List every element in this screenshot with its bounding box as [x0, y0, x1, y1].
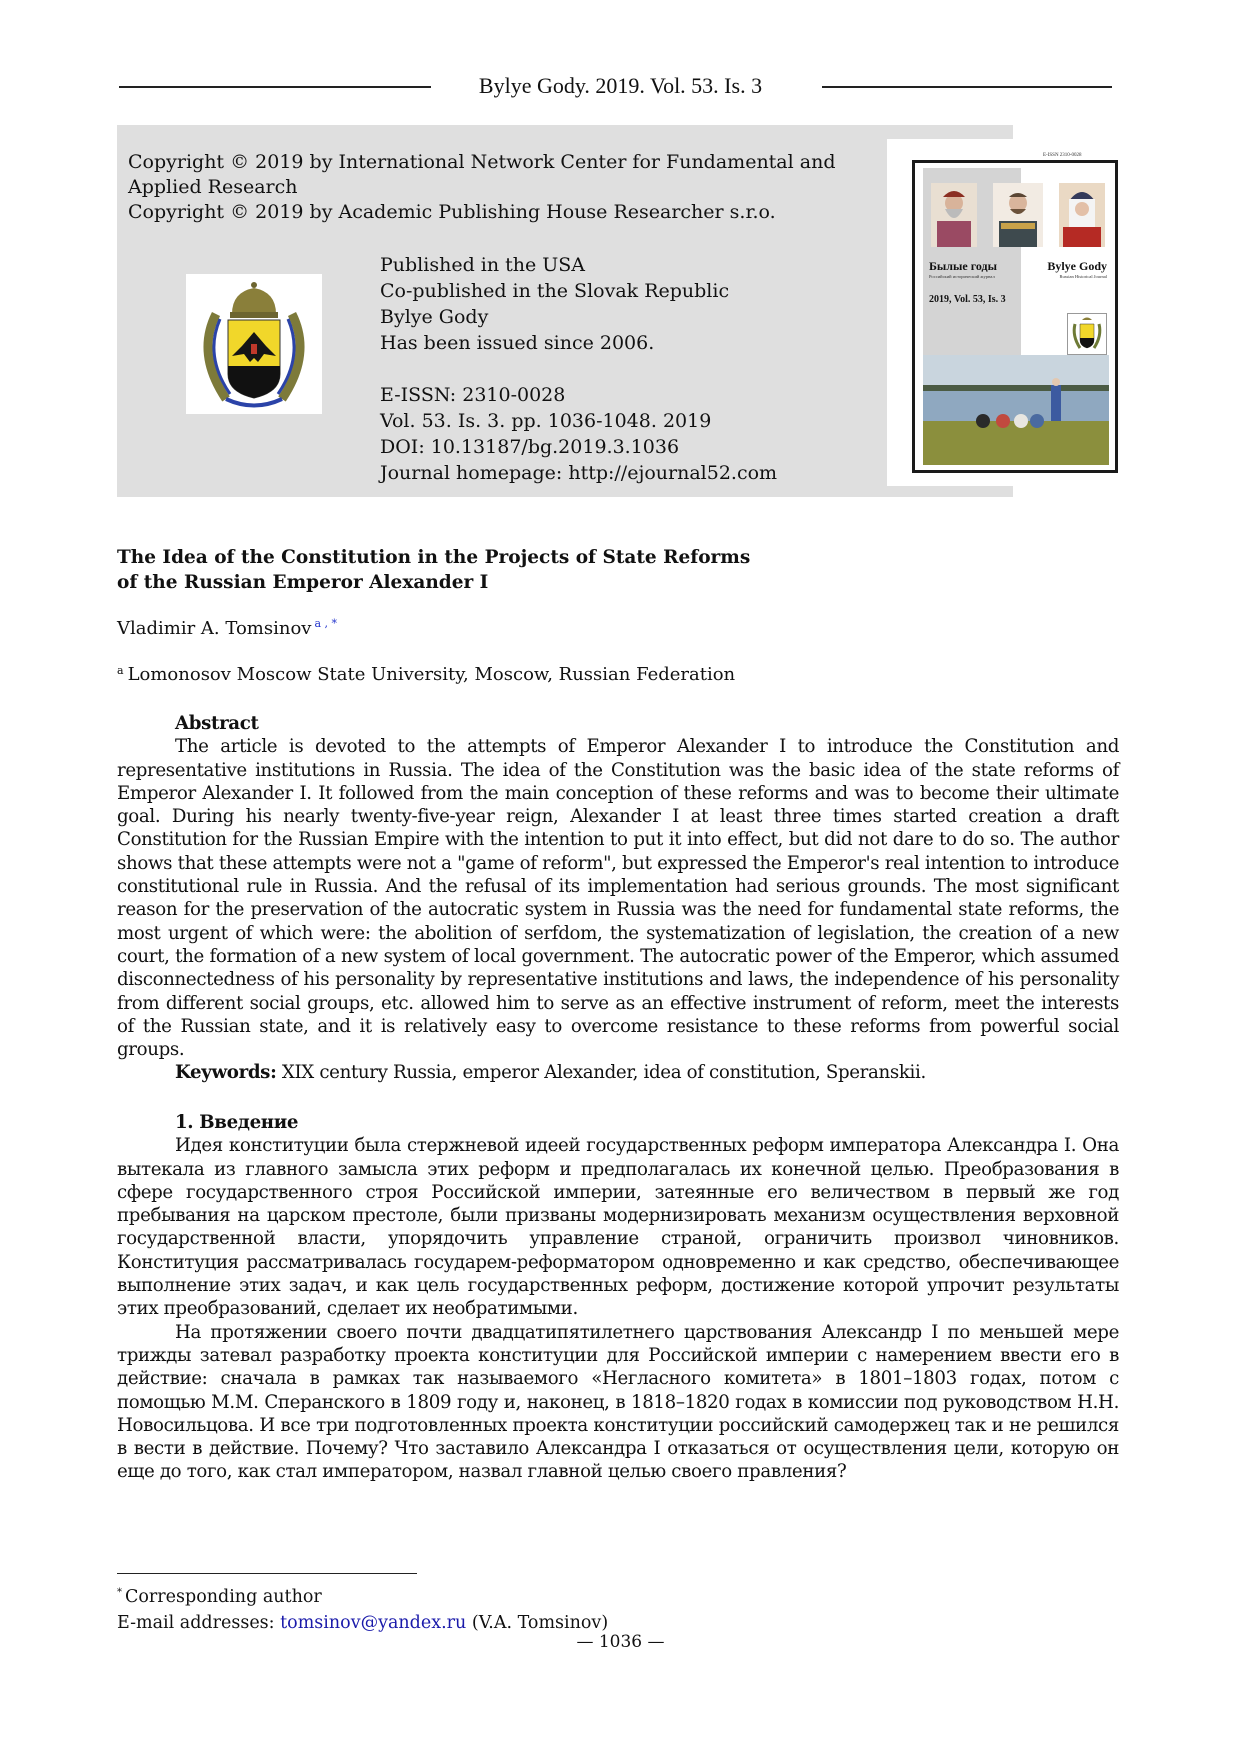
- footnote-mark: *: [117, 1587, 122, 1598]
- author: [117, 617, 337, 639]
- author-name: Vladimir A. Tomsinov: [117, 618, 312, 639]
- email-owner: (V.A. Tomsinov): [471, 1613, 609, 1633]
- publication-info: [380, 252, 880, 486]
- portrait-icon: [931, 183, 977, 247]
- journal-homepage: Journal homepage: http://ejournal52.com: [380, 462, 778, 484]
- cover-russian-subtitle: Российский исторический журнал: [929, 274, 995, 279]
- cover-issue: 2019, Vol. 53, Is. 3: [929, 294, 1006, 305]
- page-number: — 1036 —: [576, 1632, 665, 1652]
- corresponding-author-note: [117, 1580, 608, 1610]
- header-rule-right: [822, 86, 1112, 88]
- body-paragraph: На протяжении своего почти двадцатипятилетнего царствования Александр I по меньшей мере трижды затевал разработку проекта конституции для Российской империи с намерением ввести его в действие: сначала в рамках так называемого «Негласного комитета» в 1801–1803 годах, потом с помощью М.М. Сперанского в 1809 году и, наконец, в 1818–1820 годах в комиссии под руководством Н.Н. Новосильцова. И все три подготовленных проекта конституции российский самодержец так и не решился в вести в действие. Почему? Что заставило Александра I отказаться от осуществления цели, которую он еще до того, как стал императором, назвал главной целью своего правления?: [117, 1321, 1119, 1483]
- abstract-heading: Abstract: [175, 713, 259, 734]
- cover-russian-title: Былые годы: [929, 259, 997, 273]
- title-line: of the Russian Emperor Alexander I: [117, 572, 489, 593]
- abstract-text: The article is devoted to the attempts of Emperor Alexander I to introduce the Constitution and representative institutions in Russia. The idea of the Constitution was the basic idea of the state reforms of Emperor Alexander I. It followed from the main conception of these reforms and was to become their ultimate goal. During his nearly twenty-five-year reign, Alexander I at least three times started creation a draft Constitution for the Russian Empire with the intention to put it into effect, but did not dare to do so. The author shows that these attempts were not a "game of reform", but expressed the Emperor's real intention to introduce constitutional rule in Russia. And the refusal of its implementation had serious grounds. The most significant reason for the preservation of the autocratic system in Russia was the need for fundamental state reforms, the most urgent of which were: the abolition of serfdom, the systematization of legislation, the creation of a new court, the formation of a new system of local government. The autocratic power of the Emperor, which assumed disconnectedness of his personality by representative institutions and laws, the independence of his personality from different social groups, etc. allowed him to serve as an effective instrument of reform, meet the interests of the Russian state, and it is relatively easy to overcome resistance to these reforms from powerful social groups.: [117, 736, 1119, 1061]
- running-header: Bylye Gody. 2019. Vol. 53. Is. 3: [478, 73, 763, 98]
- affiliation-mark: a: [117, 664, 124, 677]
- cover-english-title: Bylye Gody: [1047, 259, 1107, 273]
- doi: DOI: 10.13187/bg.2019.3.1036: [380, 436, 680, 458]
- abstract-section: [117, 712, 1119, 1085]
- coat-of-arms-icon: [186, 274, 322, 414]
- section-heading: 1. Введение: [175, 1112, 299, 1133]
- title-line: The Idea of the Constitution in the Projects of State Reforms: [117, 547, 751, 568]
- portrait-icon: [1059, 183, 1105, 247]
- journal-cover-image: [912, 153, 1118, 473]
- issn: E-ISSN: 2310-0028: [380, 384, 566, 406]
- pub-line: Published in the USA: [380, 254, 586, 276]
- cover-english-subtitle: Russian Historical Journal: [1059, 274, 1107, 279]
- pub-line: Co-published in the Slovak Republic: [380, 280, 730, 302]
- keywords-label: Keywords:: [175, 1062, 277, 1084]
- volume-pages: Vol. 53. Is. 3. pp. 1036-1048. 2019: [380, 410, 712, 432]
- keywords-text: XIX century Russia, emperor Alexander, idea of constitution, Speranskii.: [281, 1062, 926, 1084]
- author-marks[interactable]: a , *: [314, 617, 338, 630]
- body-paragraph: Идея конституции была стержневой идеей государственных реформ императора Александра I. Она вытекала из главного замысла этих реформ и предполагалась их конечной целью. Преобразования в сфере государственного строя Российской империи, затеянные его величеством в первый же год пребывания на царском престоле, были призваны модернизировать механизм осуществления верховной государственной власти, упорядочить управление страной, ограничить произвол чиновников. Конституция рассматривалась государем-реформатором одновременно и как средство, обеспечивающее выполнение этих задач, и как цель государственных реформ, достижение которой упрочит результаты этих преобразований, сделает их необратимыми.: [117, 1135, 1119, 1320]
- journal-name: Bylye Gody: [380, 306, 489, 328]
- keywords: [117, 1061, 1119, 1084]
- affiliation-text: Lomonosov Moscow State University, Moscow, Russian Federation: [127, 664, 736, 685]
- portrait-icon: [993, 183, 1043, 247]
- cover-coat-of-arms-icon: [1067, 313, 1107, 355]
- footnote-text: Corresponding author: [125, 1587, 322, 1607]
- footnotes: [117, 1580, 608, 1636]
- cover-landscape-photo: [923, 355, 1109, 465]
- email-link[interactable]: tomsinov@yandex.ru: [280, 1613, 467, 1633]
- pub-line: Has been issued since 2006.: [380, 332, 655, 354]
- introduction-section: [117, 1111, 1119, 1484]
- copyright-block: [128, 150, 888, 225]
- cover-issn: E-ISSN 2310-0028: [1043, 153, 1082, 158]
- copyright-line: Copyright © 2019 by International Network Center for Fundamental and Applied Research: [128, 151, 836, 198]
- affiliation: [117, 664, 735, 685]
- footnote-rule: [117, 1573, 417, 1574]
- copyright-line: Copyright © 2019 by Academic Publishing House Researcher s.r.o.: [128, 201, 776, 223]
- article-title: [117, 545, 1017, 595]
- email-label: E-mail addresses:: [117, 1613, 275, 1633]
